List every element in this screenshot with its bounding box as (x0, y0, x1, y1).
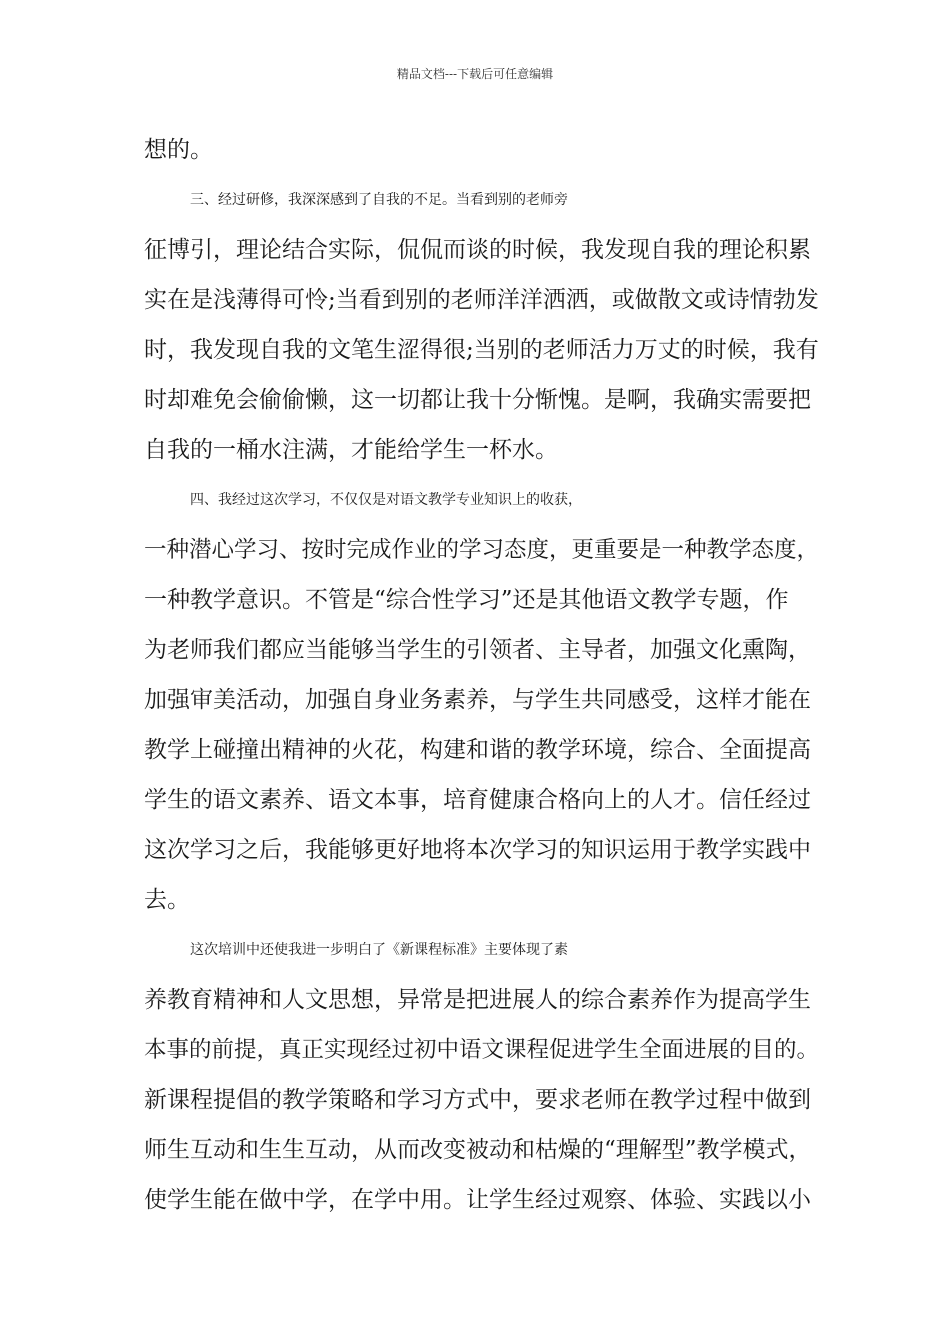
text-line: 四、我经过这次学习，不仅仅是对语文教学专业知识上的收获， (190, 492, 582, 508)
text-line: 去。 (144, 887, 190, 913)
text-line: 教学上碰撞出精神的火花，构建和谐的教学环境，综合、全面提高 (144, 737, 811, 763)
text-line: 使学生能在做中学，在学中用。让学生经过观察、体验、实践以小 (144, 1187, 811, 1213)
text-line: 养教育精神和人文思想，异常是把进展人的综合素养作为提高学生 (144, 987, 811, 1013)
text-line: 实在是浅薄得可怜;当看到别的老师洋洋洒洒，或做散文或诗情勃发 (144, 287, 819, 313)
text-line: 时却难免会偷偷懒，这一切都让我十分惭愧。是啊，我确实需要把 (144, 387, 811, 413)
text-line: 这次学习之后，我能够更好地将本次学习的知识运用于教学实践中 (144, 837, 811, 863)
text-line: 本事的前提，真正实现经过初中语文课程促进学生全面进展的目的。 (144, 1037, 820, 1063)
text-line: 为老师我们都应当能够当学生的引领者、主导者，加强文化熏陶， (144, 637, 811, 663)
text-line: 一种教学意识。不管是“综合性学习”还是其他语文教学专题，作 (144, 587, 789, 613)
text-line: 学生的语文素养、语文本事，培育健康合格向上的人才。信任经过 (144, 787, 811, 813)
text-line: 师生互动和生生互动，从而改变被动和枯燥的“理解型”教学模式， (144, 1137, 812, 1163)
text-line: 加强审美活动，加强自身业务素养，与学生共同感受，这样才能在 (144, 687, 811, 713)
text-line: 这次培训中还使我进一步明白了《新课程标准》主要体现了素 (190, 942, 568, 958)
text-line: 征博引，理论结合实际，侃侃而谈的时候，我发现自我的理论积累 (144, 237, 811, 263)
text-line: 新课程提倡的教学策略和学习方式中，要求老师在教学过程中做到 (144, 1087, 811, 1113)
text-line: 自我的一桶水注满，才能给学生一杯水。 (144, 437, 558, 463)
page-header: 精品文档---下载后可任意编辑 (396, 67, 554, 81)
text-line: 三、经过研修，我深深感到了自我的不足。当看到别的老师旁 (190, 192, 568, 208)
text-line: 一种潜心学习、按时完成作业的学习态度，更重要是一种教学态度， (144, 537, 820, 563)
text-line: 时，我发现自我的文笔生涩得很;当别的老师活力万丈的时候，我有 (144, 337, 819, 363)
text-line: 想的。 (144, 137, 213, 163)
